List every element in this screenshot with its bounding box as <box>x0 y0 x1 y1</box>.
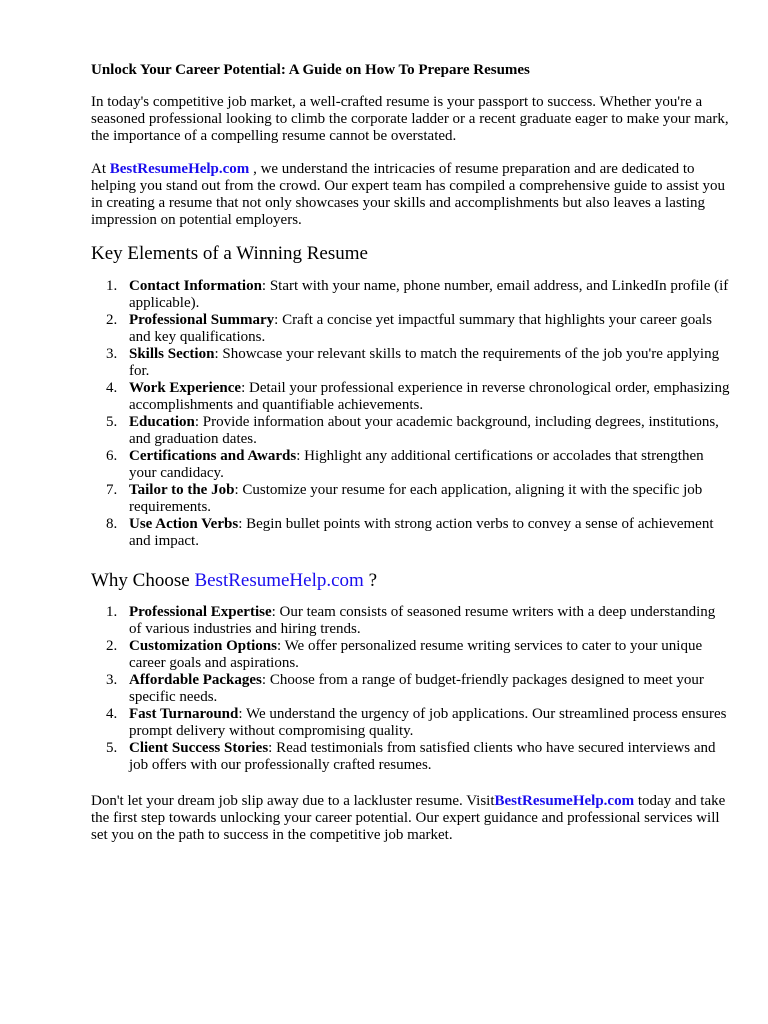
list-item <box>91 414 731 448</box>
why-heading-prefix: Why Choose <box>91 570 190 591</box>
item-number: 3. <box>106 672 118 688</box>
item-term: Work Experience <box>129 380 242 396</box>
item-term: Fast Turnaround <box>129 706 239 722</box>
item-text: Craft a concise yet impactful summary that highlights your career goals and key qualifications. <box>129 312 712 345</box>
about-text: , we understand the intricacies of resume preparation and are dedicated to helping you stand out from the crowd. Our expert team has compiled a comprehensive guide to assist you in creating a resume that not only showcases your skills and accomplishments but also leaves a lasting impression on potential employers. <box>91 161 726 228</box>
about-prefix: At <box>91 161 106 177</box>
item-number: 5. <box>106 740 118 756</box>
item-separator: : <box>276 638 282 654</box>
item-term: Affordable Packages <box>129 672 262 688</box>
item-text: Provide information about your academic background, including degrees, institutions, and graduation dates. <box>129 414 719 447</box>
list-item <box>91 672 731 706</box>
item-separator: : <box>261 672 267 688</box>
item-number: 2. <box>106 638 118 654</box>
item-term: Professional Expertise <box>129 604 272 620</box>
item-number: 1. <box>106 278 118 294</box>
about-paragraph <box>91 161 731 229</box>
list-item <box>91 346 731 380</box>
item-separator: : <box>274 312 279 328</box>
item-text: We offer personalized resume writing services to cater to your unique career goals and aspirations. <box>129 638 703 671</box>
list-item <box>91 638 731 672</box>
document-title: Unlock Your Career Potential: A Guide on How To Prepare Resumes <box>91 62 530 78</box>
item-term: Skills Section <box>129 346 215 362</box>
why-choose-heading <box>91 570 377 592</box>
why-heading-site-link[interactable]: BestResumeHelp.com <box>194 570 364 591</box>
key-elements-heading: Key Elements of a Winning Resume <box>91 243 368 264</box>
list-item <box>91 604 731 638</box>
item-number: 1. <box>106 604 118 620</box>
list-item <box>91 706 731 740</box>
item-term: Client Success Stories <box>129 740 269 756</box>
item-number: 4. <box>106 380 118 396</box>
key-elements-list <box>91 278 731 550</box>
intro-paragraph: In today's competitive job market, a well-crafted resume is your passport to success. Whether you're a seasoned professional looking to climb the corporate ladder or a recent graduate eager to make your mark, the importance of a compelling resume cannot be overstated. <box>91 94 729 144</box>
item-separator: : <box>268 740 273 756</box>
why-heading-suffix: ? <box>368 570 378 591</box>
item-text: Highlight any additional certifications or accolades that strengthen your candidacy. <box>129 448 704 481</box>
item-number: 5. <box>106 414 118 430</box>
item-separator: : <box>214 346 219 362</box>
item-term: Use Action Verbs <box>129 516 239 532</box>
item-term: Professional Summary <box>129 312 275 328</box>
list-item <box>91 312 731 346</box>
why-choose-list <box>91 604 731 774</box>
item-text: Begin bullet points with strong action verbs to convey a sense of achievement and impact. <box>129 516 714 549</box>
item-separator: : <box>234 482 239 498</box>
item-number: 8. <box>106 516 118 532</box>
closing-text: today and take the first step towards unlocking your career potential. Our expert guidance and professional services will set you on the path to success in the competitive job market. <box>91 793 726 843</box>
list-item <box>91 516 731 550</box>
item-term: Contact Information <box>129 278 262 294</box>
item-term: Customization Options <box>129 638 277 654</box>
item-separator: : <box>241 380 246 396</box>
item-text: Read testimonials from satisfied clients who have secured interviews and job offers with our professionally crafted resumes. <box>129 740 716 773</box>
item-text: We understand the urgency of job applications. Our streamlined process ensures prompt delivery without compromising quality. <box>129 706 727 739</box>
item-separator: : <box>261 278 267 294</box>
item-text: Start with your name, phone number, email address, and LinkedIn profile (if applicable). <box>129 278 729 311</box>
item-separator: : <box>238 706 243 722</box>
item-number: 3. <box>106 346 118 362</box>
item-separator: : <box>296 448 301 464</box>
item-number: 4. <box>106 706 118 722</box>
item-separator: : <box>271 604 276 620</box>
item-text: Our team consists of seasoned resume writers with a deep understanding of various industries and hiring trends. <box>129 604 716 637</box>
closing-paragraph <box>91 793 731 844</box>
item-number: 7. <box>106 482 118 498</box>
list-item <box>91 448 731 482</box>
item-term: Tailor to the Job <box>129 482 235 498</box>
item-text: Detail your professional experience in reverse chronological order, emphasizing accomplishments and quantifiable achievements. <box>129 380 730 413</box>
item-number: 6. <box>106 448 118 464</box>
item-text: Choose from a range of budget-friendly packages designed to meet your specific needs. <box>129 672 704 705</box>
item-separator: : <box>238 516 243 532</box>
item-text: Showcase your relevant skills to match the requirements of the job you're applying for. <box>129 346 720 379</box>
closing-site-link[interactable]: BestResumeHelp.com <box>494 793 635 809</box>
item-text: Customize your resume for each application, aligning it with the specific job requirements. <box>129 482 703 515</box>
list-item <box>91 278 731 312</box>
item-separator: : <box>194 414 200 430</box>
about-site-link[interactable]: BestResumeHelp.com <box>109 161 250 177</box>
item-number: 2. <box>106 312 118 328</box>
item-term: Education <box>129 414 195 430</box>
list-item <box>91 380 731 414</box>
list-item <box>91 740 731 774</box>
list-item <box>91 482 731 516</box>
closing-prefix: Don't let your dream job slip away due to a lackluster resume. Visit <box>91 793 495 809</box>
item-term: Certifications and Awards <box>129 448 297 464</box>
